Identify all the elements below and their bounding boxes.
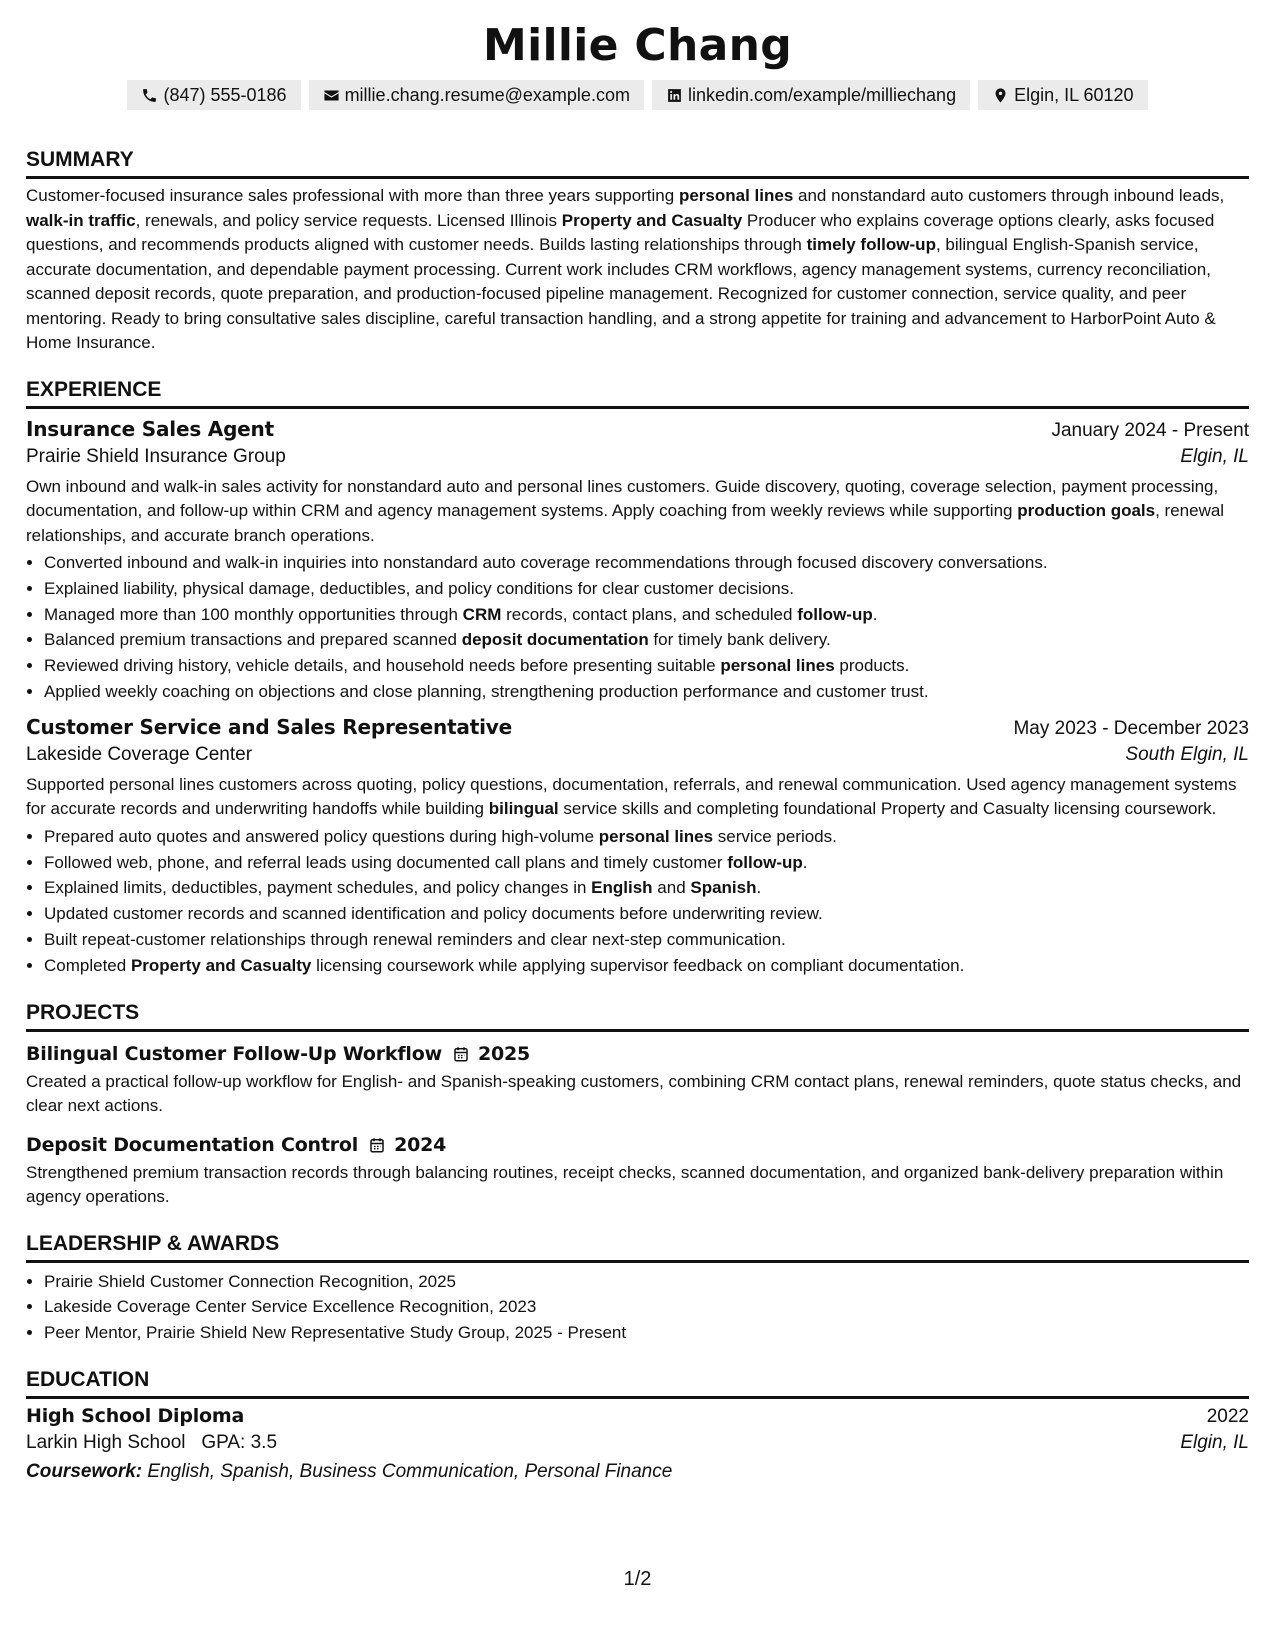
coursework-label: Coursework: (26, 1460, 143, 1482)
summary-text: Customer-focused insurance sales professional with more than three years supporting personal lines and nonstandard auto customers through inbound leads, walk-in traffic, renewals, and policy service requests. Licensed Illinois Property and Casualty Producer who explains coverage options clearly, asks focused questions, and recommends products aligned with customer needs. Builds lasting relationships through timely follow-up, bilingual English-Spanish service, accurate documentation, and dependable payment processing. Current work includes CRM workflows, agency management systems, currency reconciliation, scanned deposit records, quote preparation, and production-focused pipeline management. Recognized for customer connection, service quality, and peer mentoring. Ready to bring consultative sales discipline, careful transaction handling, and a strong appetite for training and advancement to HarborPoint Auto & Home Insurance. (26, 186, 1225, 352)
contact-linkedin-text: linkedin.com/example/milliechang (687, 85, 957, 105)
award-item: • Lakeside Coverage Center Service Excellence Recognition, 2023 (44, 1294, 1249, 1320)
job-entry (26, 715, 1249, 979)
job-bullets (26, 550, 1249, 705)
calendar-icon (368, 1136, 386, 1154)
experience-section (26, 376, 1249, 979)
job-description: Supported personal lines customers across quoting, policy questions, documentation, referrals, and renewal communication. Used agency management systems for accurate records and underwriting handoffs while building bilingual service skills and completing foundational Property and Casualty licensing coursework. (26, 774, 1237, 819)
project-description: Created a practical follow-up workflow for English- and Spanish-speaking customers, combining CRM contact plans, renewal reminders, quote status checks, and clear next actions. (26, 1071, 1242, 1116)
school-name: Larkin High School (26, 1431, 186, 1453)
contact-bar (26, 80, 1249, 110)
linkedin-icon (666, 87, 683, 104)
projects-section (26, 999, 1249, 1210)
coursework-list: English, Spanish, Business Communication, Personal Finance (147, 1460, 673, 1482)
calendar-icon (452, 1045, 470, 1063)
contact-email[interactable] (309, 80, 644, 110)
bullet-item: • Updated customer records and scanned identification and policy documents before underwriting review. (44, 901, 1249, 927)
job-company: Lakeside Coverage Center (26, 743, 253, 765)
bullet-item: • Completed Property and Casualty licensing coursework while applying supervisor feedback on compliant documentation. (44, 953, 1249, 979)
contact-phone[interactable] (127, 80, 300, 110)
bullet-item: • Reviewed driving history, vehicle details, and household needs before presenting suitable personal lines products. (44, 653, 1249, 679)
project-year: 2025 (477, 1042, 531, 1065)
bullet-item: • Followed web, phone, and referral leads using documented call plans and timely customer follow-up. (44, 850, 1249, 876)
envelope-icon (323, 87, 340, 104)
award-item: • Peer Mentor, Prairie Shield New Representative Study Group, 2025 - Present (44, 1320, 1249, 1346)
degree: High School Diploma (26, 1404, 245, 1427)
contact-linkedin[interactable] (652, 80, 970, 110)
job-dates: May 2023 - December 2023 (1013, 717, 1249, 739)
bullet-item: • Balanced premium transactions and prepared scanned deposit documentation for timely bank delivery. (44, 627, 1249, 653)
project-entry (26, 1131, 1249, 1210)
leadership-heading: LEADERSHIP & AWARDS (26, 1230, 1249, 1263)
project-description: Strengthened premium transaction records through balancing routines, receipt checks, scanned documentation, and organized bank-delivery preparation within agency operations. (26, 1162, 1224, 1207)
page-number: 1/2 (623, 1568, 652, 1590)
job-bullets (26, 824, 1249, 979)
education-heading: EDUCATION (26, 1366, 1249, 1399)
contact-phone-text: (847) 555-0186 (163, 85, 287, 105)
bullet-item: • Converted inbound and walk-in inquiries into nonstandard auto coverage recommendations through focused discovery conversations. (44, 550, 1249, 576)
summary-heading: SUMMARY (26, 146, 1249, 179)
bullet-item: • Built repeat-customer relationships through renewal reminders and clear next-step communication. (44, 927, 1249, 953)
award-item: • Prairie Shield Customer Connection Recognition, 2025 (44, 1269, 1249, 1295)
contact-location[interactable] (978, 80, 1147, 110)
bullet-item: • Explained liability, physical damage, deductibles, and policy conditions for clear customer decisions. (44, 576, 1249, 602)
contact-email-text: millie.chang.resume@example.com (344, 85, 630, 105)
project-year: 2024 (394, 1133, 447, 1156)
job-description: Own inbound and walk-in sales activity for nonstandard auto and personal lines customers. Guide discovery, quoting, coverage selection, payment processing, documentation, and follow-up within CRM and agency management systems. Apply coaching from weekly reviews while supporting production goals, renewal relationships, and accurate branch operations. (26, 476, 1225, 545)
job-company: Prairie Shield Insurance Group (26, 445, 286, 467)
leadership-section (26, 1230, 1249, 1346)
job-location: South Elgin, IL (1125, 743, 1249, 765)
project-name: Deposit Documentation Control (26, 1133, 359, 1156)
education-section (26, 1366, 1249, 1486)
graduation-year: 2022 (1206, 1405, 1249, 1427)
contact-location-text: Elgin, IL 60120 (1014, 85, 1134, 105)
job-title: Customer Service and Sales Representative (26, 714, 512, 739)
coursework (26, 1458, 1249, 1486)
school-location: Elgin, IL (1180, 1431, 1249, 1453)
bullet-item: • Managed more than 100 monthly opportunities through CRM records, contact plans, and scheduled follow-up. (44, 602, 1249, 628)
job-title: Insurance Sales Agent (26, 416, 274, 441)
projects-heading: PROJECTS (26, 999, 1249, 1032)
resume-page (26, 18, 1249, 1486)
gpa: GPA: 3.5 (201, 1431, 278, 1453)
leadership-list (26, 1269, 1249, 1346)
project-name: Bilingual Customer Follow-Up Workflow (26, 1042, 442, 1065)
project-entry (26, 1040, 1249, 1119)
map-pin-icon (992, 87, 1009, 104)
candidate-name: Millie Chang (482, 20, 792, 71)
bullet-item: • Prepared auto quotes and answered policy questions during high-volume personal lines service periods. (44, 824, 1249, 850)
phone-icon (141, 87, 158, 104)
summary-section (26, 146, 1249, 356)
bullet-item: • Explained limits, deductibles, payment schedules, and policy changes in English and Spanish. (44, 875, 1249, 901)
bullet-item: • Applied weekly coaching on objections and close planning, strengthening production performance and customer trust. (44, 679, 1249, 705)
job-entry (26, 417, 1249, 705)
job-location: Elgin, IL (1180, 445, 1249, 467)
experience-heading: EXPERIENCE (26, 376, 1249, 409)
job-dates: January 2024 - Present (1051, 419, 1249, 441)
